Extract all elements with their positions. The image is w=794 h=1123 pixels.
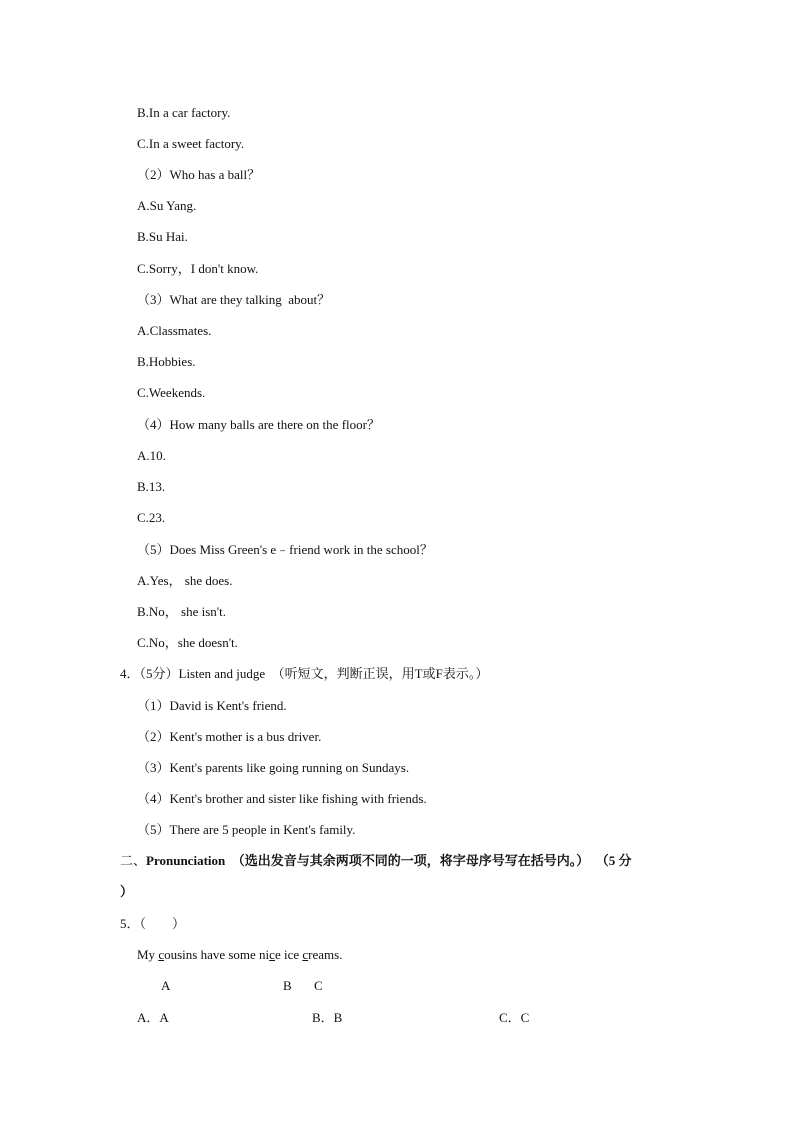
q4-item-5: （5）There are 5 people in Kent's family.: [137, 822, 356, 837]
section2-heading: [120, 853, 632, 869]
q5-sentence-part: My: [137, 947, 159, 962]
q3-1-option-b: B.In a car factory.: [137, 105, 231, 120]
q3-3-option-a: A.Classmates.: [137, 323, 212, 338]
q5-option-c: C．C: [499, 1010, 530, 1025]
q4-item-3: （3）Kent's parents like going running on Sundays.: [137, 760, 410, 775]
q3-5-option-c: C.No，she doesn't.: [137, 635, 238, 650]
q5-marker-b: B: [283, 978, 292, 993]
section2-score-close: ）: [120, 884, 134, 899]
section2-instruction: （选出发音与其余两项不同的一项，将字母序号写在括号内。）: [231, 853, 590, 868]
q4-heading: 4．（5分）Listen and judge （听短文，判断正误，用T或F表示。）: [120, 666, 489, 681]
section2-prefix: 二、: [120, 853, 147, 868]
section2-score: （5 分: [595, 853, 632, 868]
q3-1-option-c: C.In a sweet factory.: [137, 136, 245, 151]
q5-underline-b: c: [269, 947, 275, 962]
q3-2-option-c: C.Sorry，I don't know.: [137, 261, 259, 276]
q3-2-option-a: A.Su Yang.: [137, 198, 197, 213]
q4-item-2: （2）Kent's mother is a bus driver.: [137, 729, 322, 744]
q3-4-option-b: B.13.: [137, 479, 166, 494]
q5-sentence-part: e ice: [274, 947, 303, 962]
q4-item-1: （1）David is Kent's friend.: [137, 698, 287, 713]
q3-2-option-b: B.Su Hai.: [137, 229, 188, 244]
q3-5-option-b: B.No， she isn't.: [137, 604, 227, 619]
q5-number: 5．（ ）: [120, 916, 186, 931]
q3-5-stem: （5）Does Miss Green's e﹣friend work in the school？: [137, 542, 433, 557]
q5-underline-c: c: [302, 947, 309, 962]
section2-title: Pronunciation: [146, 853, 226, 868]
q5-option-b: B．B: [312, 1010, 343, 1025]
q3-5-option-a: A.Yes， she does.: [137, 573, 233, 588]
q5-option-a: A．A: [137, 1010, 169, 1025]
q3-3-option-b: B.Hobbies.: [137, 354, 196, 369]
q3-4-stem: （4）How many balls are there on the floor？: [137, 417, 380, 432]
q4-item-4: （4）Kent's brother and sister like fishing with friends.: [137, 791, 427, 806]
q5-sentence: [137, 947, 342, 963]
q3-2-stem: （2）Who has a ball？: [137, 167, 261, 182]
q3-4-option-c: C.23.: [137, 510, 166, 525]
q5-marker-a: A: [161, 978, 171, 993]
q3-4-option-a: A.10.: [137, 448, 166, 463]
q3-3-option-c: C.Weekends.: [137, 385, 206, 400]
q5-sentence-part: reams.: [308, 947, 343, 962]
q5-marker-c: C: [314, 978, 323, 993]
q5-underline-a: c: [158, 947, 165, 962]
q5-sentence-part: ousins have some ni: [164, 947, 270, 962]
q3-3-stem: （3）What are they talking about？: [137, 292, 331, 307]
